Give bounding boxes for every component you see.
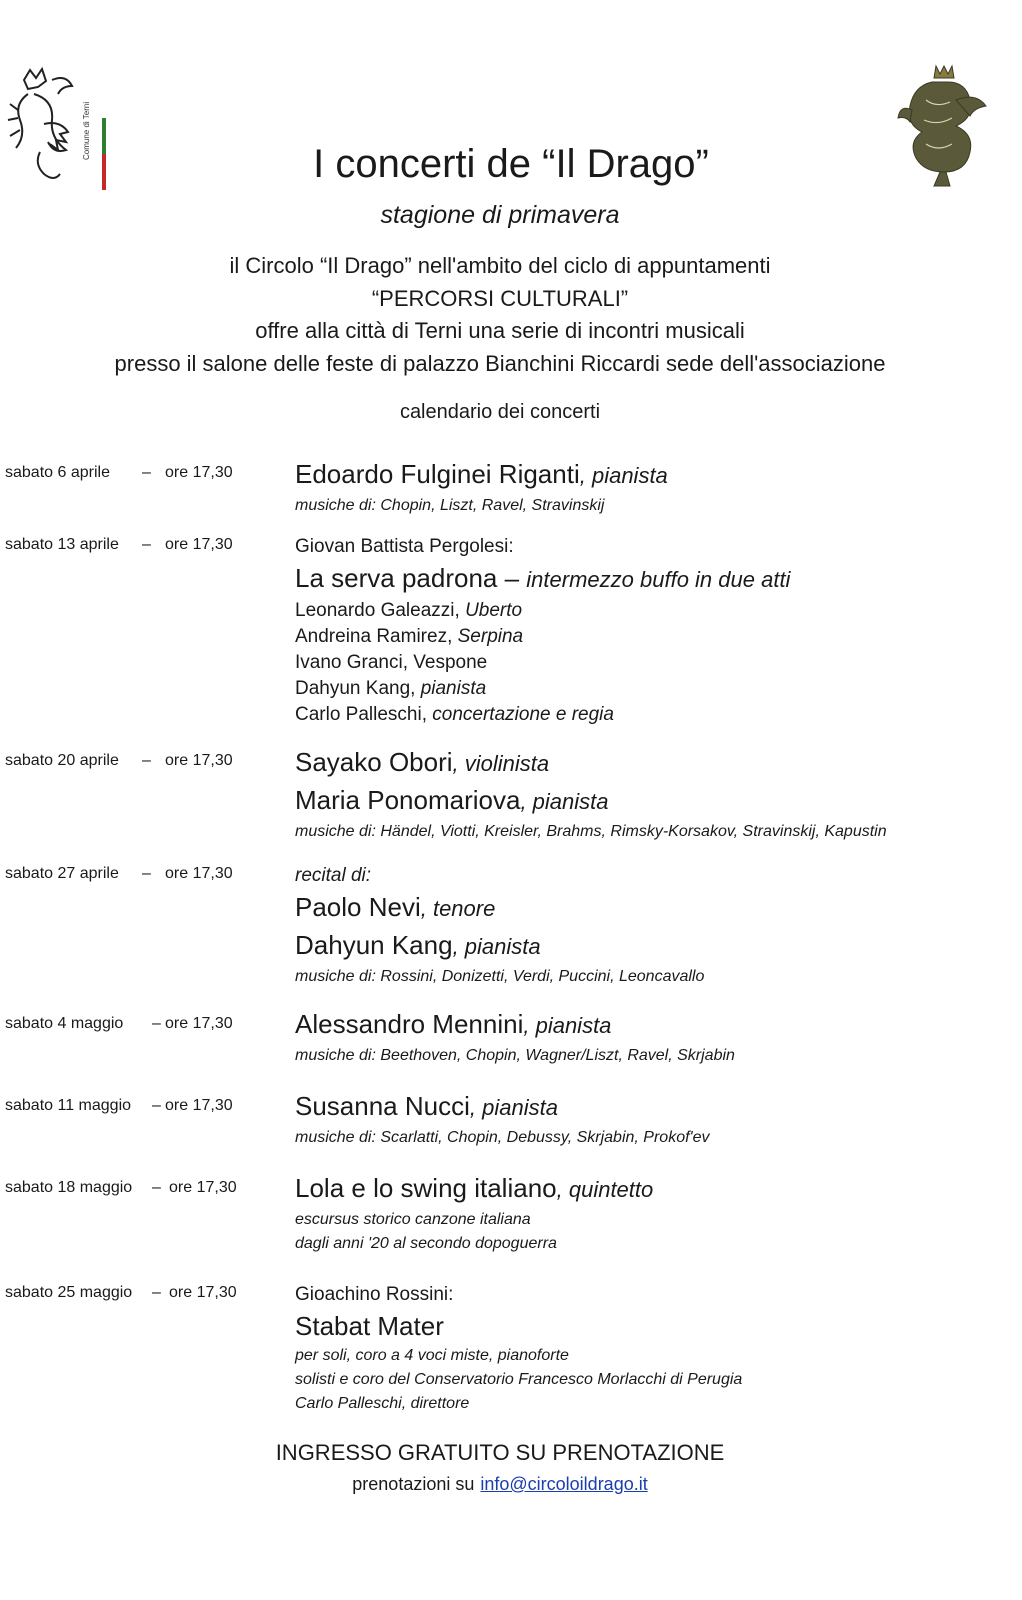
event-date: sabato 11 maggio xyxy=(5,1097,132,1114)
event-time: ore 17,30 xyxy=(165,464,233,481)
performer-role: , violinista xyxy=(452,751,550,776)
cast-member xyxy=(295,676,790,702)
event-time: ore 17,30 xyxy=(165,1097,233,1114)
cast-name: Dahyun Kang, xyxy=(295,678,416,699)
event-details xyxy=(295,1170,653,1256)
event-details xyxy=(295,1088,710,1150)
event-time: ore 17,30 xyxy=(165,536,233,553)
program: musiche di: Chopin, Liszt, Ravel, Stravinskij xyxy=(295,497,605,514)
program: musiche di: Beethoven, Chopin, Wagner/Liszt, Ravel, Skrjabin xyxy=(295,1047,735,1064)
cast-member xyxy=(295,624,790,650)
booking-info xyxy=(0,1474,1000,1495)
performer-role: , pianista xyxy=(520,789,609,814)
intro-line: “PERCORSI CULTURALI” xyxy=(371,285,629,311)
event-dash: – xyxy=(152,1284,161,1301)
program: musiche di: Scarlatti, Chopin, Debussy, Skrjabin, Prokof'ev xyxy=(295,1129,710,1146)
performer-name: Alessandro Mennini xyxy=(295,1009,524,1039)
event-date: sabato 25 maggio xyxy=(5,1284,133,1301)
event-date: sabato 13 aprile xyxy=(5,536,119,553)
calendar-heading: calendario dei concerti xyxy=(399,401,601,423)
performer-name: Paolo Nevi xyxy=(295,892,421,922)
page-subtitle: stagione di primavera xyxy=(380,201,620,229)
performer-line xyxy=(295,456,668,494)
cast-role: pianista xyxy=(420,678,487,699)
event-dash: – xyxy=(142,752,151,769)
event-time: ore 17,30 xyxy=(169,1179,237,1196)
performer-role: , tenore xyxy=(420,896,496,921)
performer-name: Susanna Nucci xyxy=(295,1091,470,1121)
event-dash: – xyxy=(152,1179,161,1196)
performer-role: , pianista xyxy=(469,1095,558,1120)
description: escursus storico canzone italiana xyxy=(295,1211,531,1228)
description: Carlo Palleschi, direttore xyxy=(295,1395,470,1412)
cast-name: Carlo Palleschi, xyxy=(295,704,427,725)
event-details xyxy=(295,744,887,844)
performer-line xyxy=(295,1088,710,1126)
event-time: ore 17,30 xyxy=(165,865,233,882)
work-separator: – xyxy=(497,563,527,593)
performer-role: , pianista xyxy=(523,1013,612,1038)
event-details xyxy=(295,1006,735,1068)
performer-name: Dahyun Kang xyxy=(295,930,453,960)
event-details xyxy=(295,863,704,989)
event-dash: – xyxy=(152,1015,161,1032)
event-dash: – xyxy=(142,865,151,882)
cast-role: Uberto xyxy=(465,600,523,621)
booking-email-link[interactable]: info@circoloildrago.it xyxy=(480,1474,648,1494)
cast-name: Ivano Granci, Vespone xyxy=(295,652,488,673)
cast-role: concertazione e regia xyxy=(432,704,614,725)
page-title: I concerti de “Il Drago” xyxy=(313,142,709,186)
performer-line xyxy=(295,782,887,820)
composer: Giovan Battista Pergolesi: xyxy=(295,536,514,557)
work-description: intermezzo buffo in due atti xyxy=(526,567,791,592)
event-dash: – xyxy=(152,1097,161,1114)
event-time: ore 17,30 xyxy=(165,1015,233,1032)
comune-di-terni-label: Comune di Terni xyxy=(82,101,91,160)
performer-line xyxy=(295,744,887,782)
event-date: sabato 6 aprile xyxy=(5,464,110,481)
event-time: ore 17,30 xyxy=(169,1284,237,1301)
cast-name: Leonardo Galeazzi, xyxy=(295,600,460,621)
event-date: sabato 4 maggio xyxy=(5,1015,124,1032)
event-date: sabato 18 maggio xyxy=(5,1179,133,1196)
event-date: sabato 20 aprile xyxy=(5,752,119,769)
cast-name: Andreina Ramirez, xyxy=(295,626,453,647)
cast-member xyxy=(295,702,790,728)
recital-intro: recital di: xyxy=(295,865,372,886)
performer-line xyxy=(295,927,704,965)
performer-role: , pianista xyxy=(452,934,541,959)
work-line xyxy=(295,560,790,598)
work-title: Stabat Mater xyxy=(295,1311,444,1341)
performer-line xyxy=(295,1170,653,1208)
performer-role: , quintetto xyxy=(556,1177,654,1202)
work-title: La serva padrona xyxy=(295,563,498,593)
description: dagli anni '20 al secondo dopoguerra xyxy=(295,1235,557,1252)
performer-name: Lola e lo swing italiano xyxy=(295,1173,557,1203)
intro-line: presso il salone delle feste di palazzo Bianchini Riccardi sede dell'associazione xyxy=(114,350,886,376)
performer-line xyxy=(295,1006,735,1044)
cast-member xyxy=(295,598,790,624)
booking-label: prenotazioni su xyxy=(352,1474,475,1494)
cast-role: Serpina xyxy=(457,626,524,647)
performer-role: , pianista xyxy=(579,463,668,488)
event-details xyxy=(295,1282,742,1416)
event-details xyxy=(295,456,668,518)
event-time: ore 17,30 xyxy=(165,752,233,769)
performer-line xyxy=(295,889,704,927)
intro-text xyxy=(0,250,1000,380)
intro-line: il Circolo “Il Drago” nell'ambito del ciclo di appuntamenti xyxy=(229,253,771,278)
description: per soli, coro a 4 voci miste, pianoforte xyxy=(295,1347,569,1364)
event-date: sabato 27 aprile xyxy=(5,865,119,882)
description: solisti e coro del Conservatorio Francesco Morlacchi di Perugia xyxy=(295,1371,743,1388)
program: musiche di: Händel, Viotti, Kreisler, Brahms, Rimsky-Korsakov, Stravinskij, Kapustin xyxy=(295,823,887,840)
intro-line: offre alla città di Terni una serie di incontri musicali xyxy=(255,318,745,343)
composer: Gioachino Rossini: xyxy=(295,1284,454,1305)
event-dash: – xyxy=(142,464,151,481)
program: musiche di: Rossini, Donizetti, Verdi, Puccini, Leoncavallo xyxy=(295,968,705,985)
performer-name: Sayako Obori xyxy=(295,747,453,777)
free-entry-notice: INGRESSO GRATUITO SU PRENOTAZIONE xyxy=(275,1440,725,1465)
cast-member xyxy=(295,650,790,676)
event-dash: – xyxy=(142,536,151,553)
performer-name: Edoardo Fulginei Riganti xyxy=(295,459,580,489)
event-details xyxy=(295,534,790,728)
performer-name: Maria Ponomariova xyxy=(295,785,521,815)
